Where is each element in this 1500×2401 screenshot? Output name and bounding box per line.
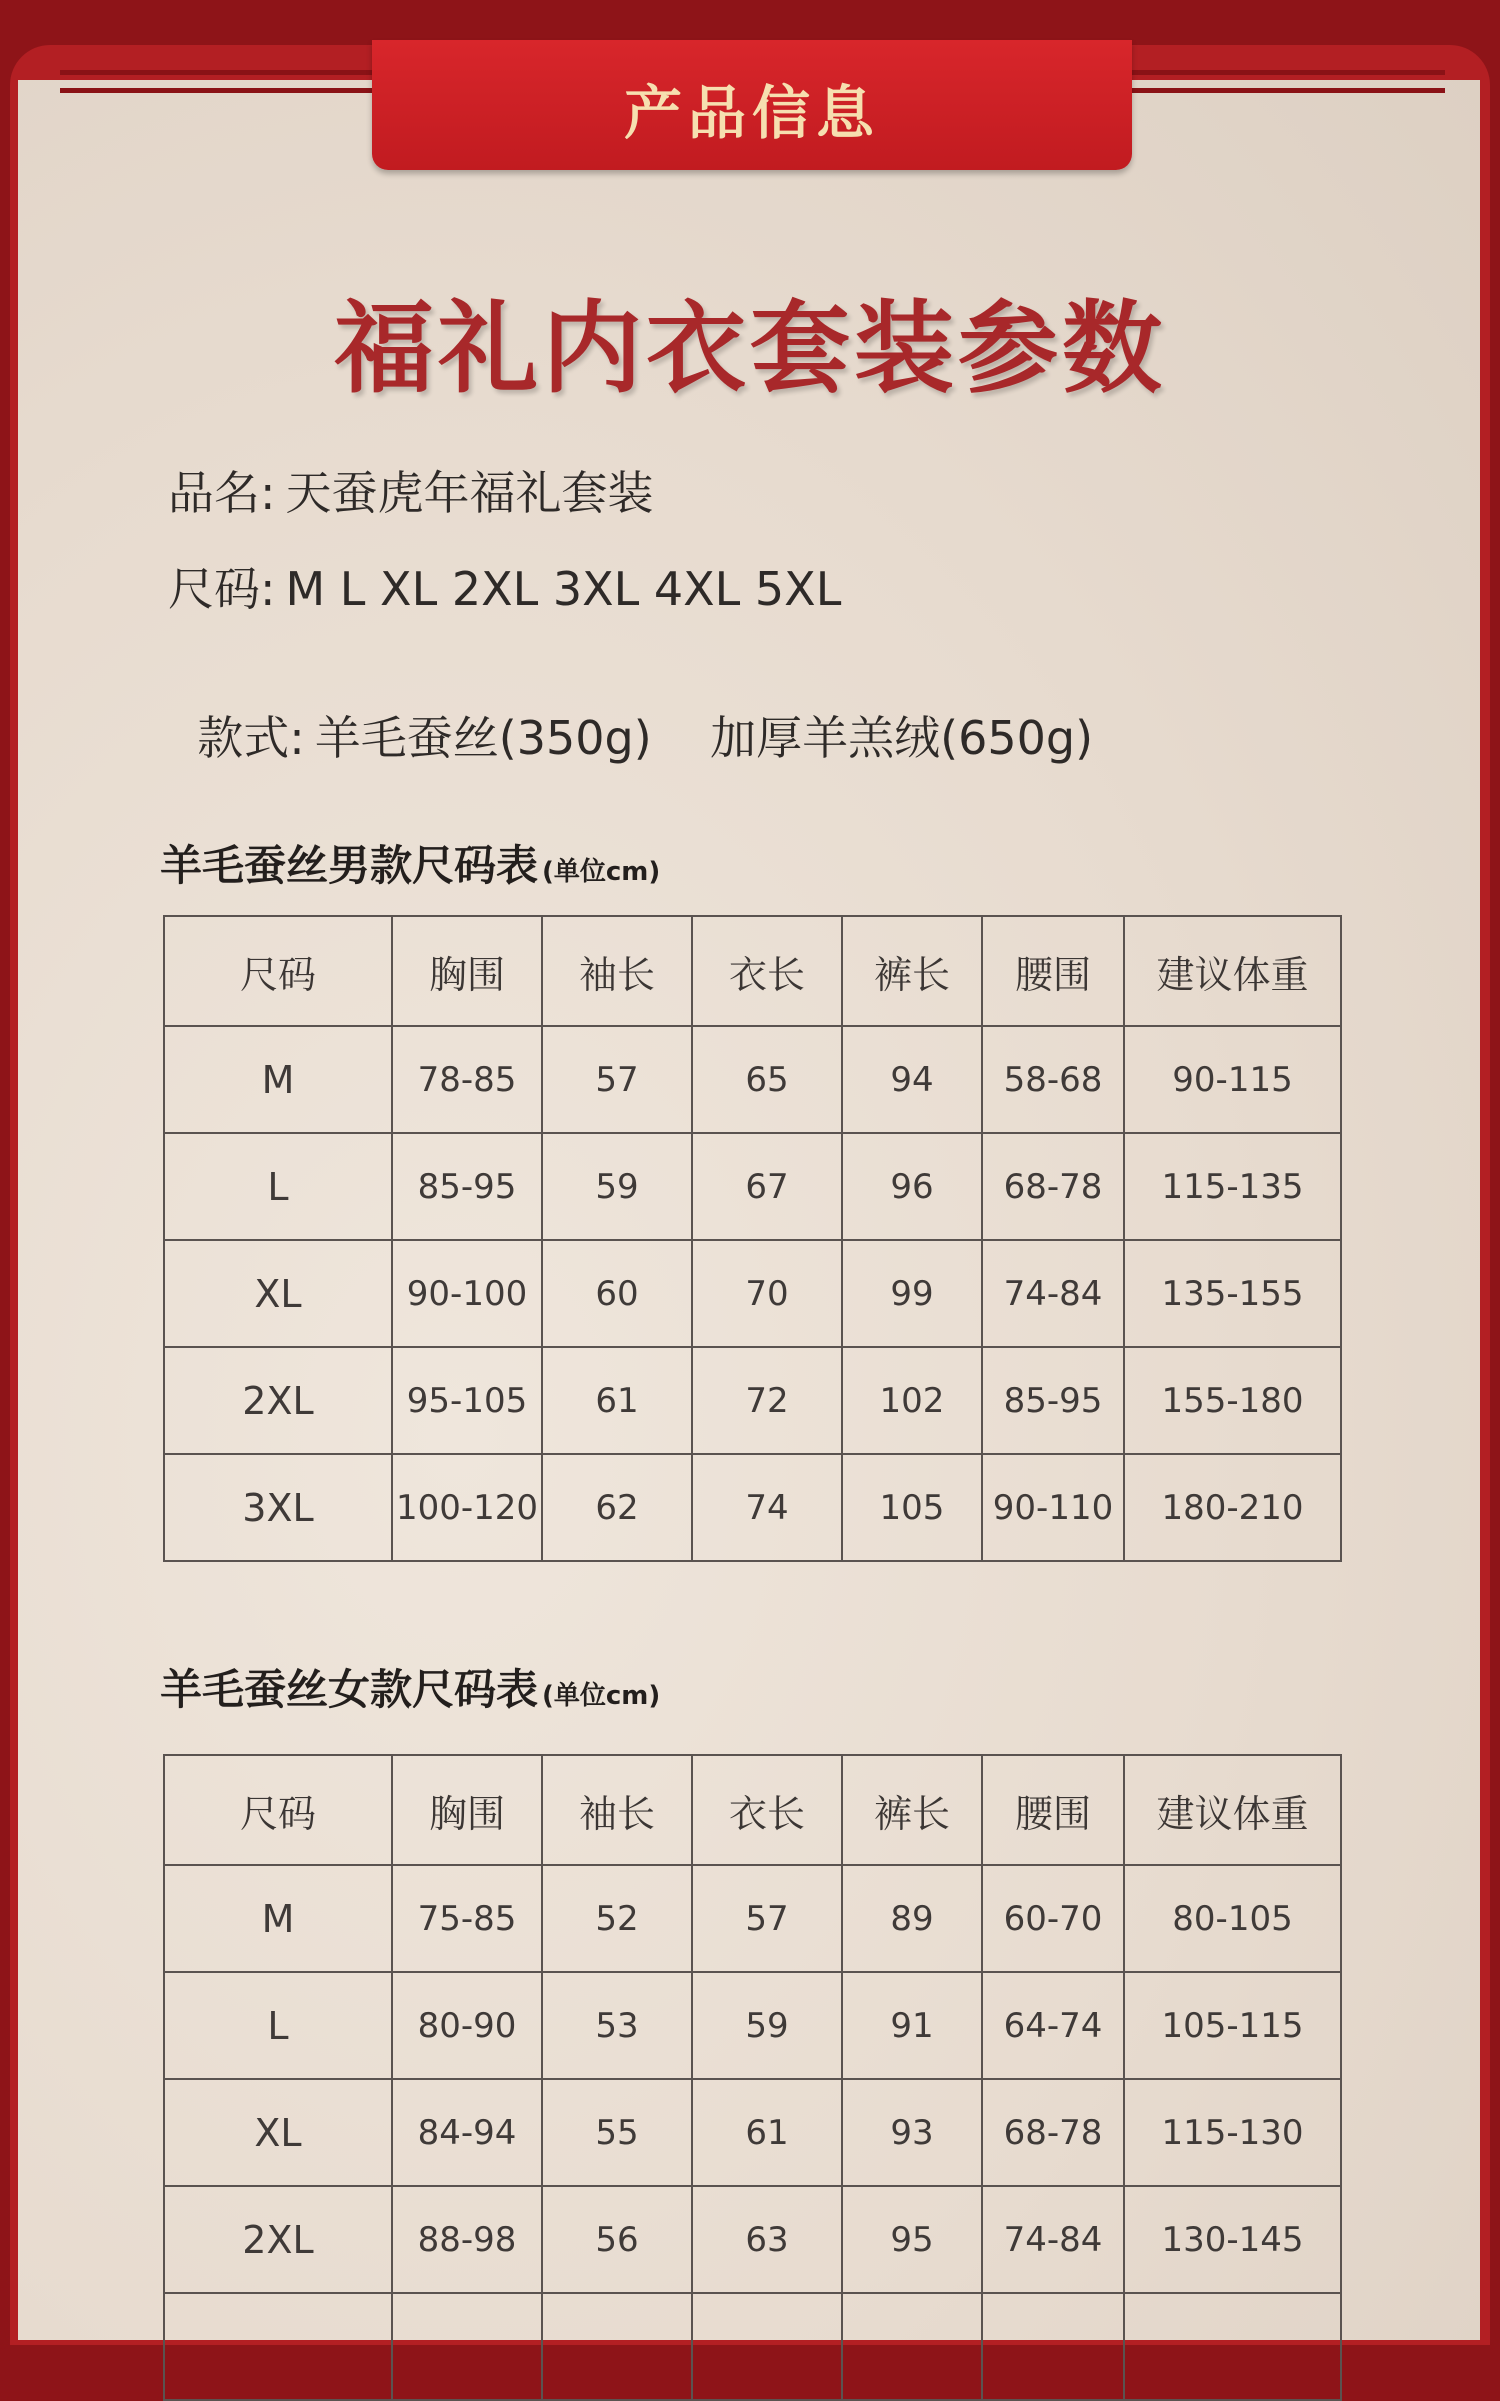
table-header-row — [164, 1755, 1341, 1865]
table-cell: 55 — [542, 2079, 692, 2186]
info-line-name — [168, 457, 654, 523]
table-cell: 63 — [692, 2186, 842, 2293]
table-cell — [164, 2293, 392, 2400]
table-cell: 74-84 — [982, 1240, 1124, 1347]
table-cell: 74 — [692, 1454, 842, 1561]
table-row — [164, 1133, 1341, 1240]
table-cell: 90-110 — [982, 1454, 1124, 1561]
table-cell: 68-78 — [982, 2079, 1124, 2186]
table-cell: 115-135 — [1124, 1133, 1341, 1240]
table-row — [164, 1347, 1341, 1454]
decor-stripe — [1125, 70, 1445, 75]
table-row — [164, 2079, 1341, 2186]
table-cell: 102 — [842, 1347, 982, 1454]
info-value: 天蚕虎年福礼套装 — [285, 466, 654, 520]
table-cell: 95 — [842, 2186, 982, 2293]
table-row — [164, 2186, 1341, 2293]
table-cell: 56 — [542, 2186, 692, 2293]
decor-stripe — [60, 70, 380, 75]
table-cell: 85-95 — [982, 1347, 1124, 1454]
table-cell: 90-100 — [392, 1240, 542, 1347]
table-header-cell: 裤长 — [842, 1755, 982, 1865]
table-cell: 52 — [542, 1865, 692, 1972]
table-cell: 80-90 — [392, 1972, 542, 2079]
table-cell: 85-95 — [392, 1133, 542, 1240]
table-header-cell: 衣长 — [692, 1755, 842, 1865]
table-cell: 155-180 — [1124, 1347, 1341, 1454]
table-header-cell: 胸围 — [392, 916, 542, 1026]
table-cell: 93 — [842, 2079, 982, 2186]
table-cell: 65 — [692, 1026, 842, 1133]
table-cell — [1124, 2293, 1341, 2400]
table-header-cell: 胸围 — [392, 1755, 542, 1865]
table-cell: 75-85 — [392, 1865, 542, 1972]
table-cell: 180-210 — [1124, 1454, 1341, 1561]
womens-size-table — [163, 1754, 1342, 2401]
section-header-title: 产品信息 — [623, 79, 880, 147]
table-cell: 2XL — [164, 2186, 392, 2293]
table-unit-text: (单位cm) — [542, 857, 661, 887]
table-cell: 70 — [692, 1240, 842, 1347]
table-cell: 59 — [542, 1133, 692, 1240]
info-line-style — [168, 648, 1093, 768]
table-cell: 84-94 — [392, 2079, 542, 2186]
table-cell: 57 — [542, 1026, 692, 1133]
table-cell: 60 — [542, 1240, 692, 1347]
table-cell: 96 — [842, 1133, 982, 1240]
table-cell — [692, 2293, 842, 2400]
table-cell: 60-70 — [982, 1865, 1124, 1972]
table-unit-text: (单位cm) — [542, 1681, 661, 1711]
table-cell: 105 — [842, 1454, 982, 1561]
table-row — [164, 1026, 1341, 1133]
table-header-cell: 腰围 — [982, 1755, 1124, 1865]
table-cell: 99 — [842, 1240, 982, 1347]
table-cell: 91 — [842, 1972, 982, 2079]
info-label: 品名: — [168, 466, 276, 520]
table-row-partial — [164, 2293, 1341, 2400]
table-cell — [392, 2293, 542, 2400]
info-label: 尺码: — [168, 562, 276, 616]
table-cell: 57 — [692, 1865, 842, 1972]
table-cell: 80-105 — [1124, 1865, 1341, 1972]
table-header-cell: 袖长 — [542, 916, 692, 1026]
table-cell: 61 — [542, 1347, 692, 1454]
table-header-cell: 建议体重 — [1124, 916, 1341, 1026]
table-cell: 135-155 — [1124, 1240, 1341, 1347]
table-title-text: 羊毛蚕丝女款尺码表 — [160, 1665, 539, 1714]
table-cell: 64-74 — [982, 1972, 1124, 2079]
table-cell: 58-68 — [982, 1026, 1124, 1133]
table-cell: 90-115 — [1124, 1026, 1341, 1133]
table-header-cell: 衣长 — [692, 916, 842, 1026]
decor-stripe — [1125, 88, 1445, 93]
table-title-text: 羊毛蚕丝男款尺码表 — [160, 841, 539, 890]
table-row — [164, 1865, 1341, 1972]
table-cell: L — [164, 1972, 392, 2079]
table-cell: 130-145 — [1124, 2186, 1341, 2293]
table-header-cell: 腰围 — [982, 916, 1124, 1026]
table-cell: 115-130 — [1124, 2079, 1341, 2186]
section-header-tab — [372, 40, 1132, 170]
womens-table-title — [160, 1657, 660, 1717]
table-cell — [542, 2293, 692, 2400]
decor-stripe — [60, 88, 380, 93]
mens-table-title — [160, 833, 660, 893]
table-cell: 68-78 — [982, 1133, 1124, 1240]
info-line-sizes — [168, 553, 841, 619]
table-cell: 74-84 — [982, 2186, 1124, 2293]
table-header-cell: 建议体重 — [1124, 1755, 1341, 1865]
mens-size-table — [163, 915, 1342, 1562]
table-cell — [842, 2293, 982, 2400]
info-label: 款式: — [197, 711, 305, 765]
table-cell: L — [164, 1133, 392, 1240]
table-cell: 100-120 — [392, 1454, 542, 1561]
table-row — [164, 1240, 1341, 1347]
table-cell: 88-98 — [392, 2186, 542, 2293]
table-row — [164, 1454, 1341, 1561]
table-cell: XL — [164, 1240, 392, 1347]
table-cell: 3XL — [164, 1454, 392, 1561]
table-cell — [982, 2293, 1124, 2400]
table-cell: 2XL — [164, 1347, 392, 1454]
table-cell: 105-115 — [1124, 1972, 1341, 2079]
table-cell: 95-105 — [392, 1347, 542, 1454]
table-cell: 67 — [692, 1133, 842, 1240]
table-header-cell: 尺码 — [164, 1755, 392, 1865]
table-cell: 61 — [692, 2079, 842, 2186]
info-value: M L XL 2XL 3XL 4XL 5XL — [285, 562, 842, 616]
page-title: 福礼内衣套装参数 — [334, 290, 1166, 407]
table-cell: 62 — [542, 1454, 692, 1561]
table-header-cell: 袖长 — [542, 1755, 692, 1865]
table-cell: 94 — [842, 1026, 982, 1133]
table-cell: M — [164, 1865, 392, 1972]
info-value: 羊毛蚕丝(350g) 加厚羊羔绒(650g) — [314, 711, 1094, 765]
table-cell: 53 — [542, 1972, 692, 2079]
table-cell: M — [164, 1026, 392, 1133]
table-header-cell: 尺码 — [164, 916, 392, 1026]
table-header-row — [164, 916, 1341, 1026]
table-cell: XL — [164, 2079, 392, 2186]
table-row — [164, 1972, 1341, 2079]
table-cell: 59 — [692, 1972, 842, 2079]
table-cell: 78-85 — [392, 1026, 542, 1133]
table-cell: 72 — [692, 1347, 842, 1454]
table-header-cell: 裤长 — [842, 916, 982, 1026]
table-cell: 89 — [842, 1865, 982, 1972]
